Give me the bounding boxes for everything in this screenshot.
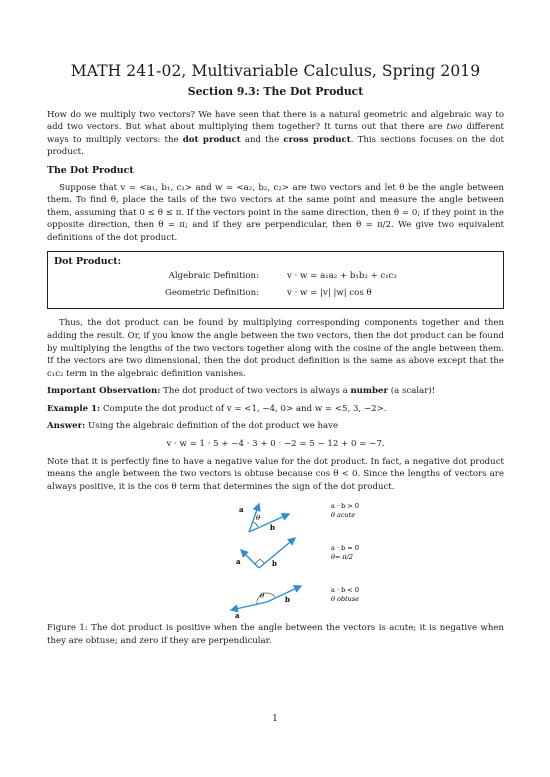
algebraic-equation: v · w = a₁a₂ + b₁b₂ + c₁c₂ — [287, 271, 397, 282]
acute-theta-label: θ acute — [331, 511, 356, 520]
example-paragraph: Example 1: Compute the dot product of v = <1, −4, 0> and w = <5, 3, −2>. — [47, 403, 387, 414]
page-body — [47, 62, 504, 653]
obtuse-theta-label: θ obtuse — [331, 595, 360, 604]
intro-paragraph: How do we multiply two vectors? We have seen that there is a natural geometric and algebraic way to add two vectors. But what about multiplying them together? It turns out that there are two different ways to multiply vectors: the dot product and the cross product. This sections focuses on the dot product. — [47, 109, 505, 158]
geometric-equation: v · w = |v| |w| cos θ — [287, 287, 372, 298]
observation-paragraph: Important Observation: The dot product of two vectors is always a number (a scalar)! — [47, 386, 436, 397]
vector-b-arrow — [259, 538, 295, 568]
section-title: Section 9.3: The Dot Product — [187, 85, 364, 98]
geometric-definition-row — [54, 287, 497, 300]
note-paragraph: Note that it is perfectly fine to have a negative value for the dot product. In fact, a negative dot product means the angle between the two vectors is obtuse because cos θ < 0. Since the lengths of vectors are always positive, it is the cos θ term that determines the sign of the dot product. — [47, 456, 504, 492]
label-a: a — [239, 505, 244, 515]
label-b: b — [270, 523, 275, 533]
page-title: MATH 241-02, Multivariable Calculus, Spring 2019 — [70, 62, 481, 80]
answer-equation: v · w = 1 · 5 + −4 · 3 + 0 · −2 = 5 − 12 + 0 = −7. — [166, 439, 385, 450]
dot-product-paragraph: Suppose that v = <a₁, b₁, c₁> and w = <a₂, b₂, c₂> are two vectors and let θ be the angle between them. To find θ, place the tails of the two vectors at the same point and measure the angle between them, assuming that 0 ≤ θ ≤ π. If the vectors point in the same direction, then θ = 0; if they point in the opposite direction, then θ = π; and if they are perpendicular, then θ = π/2. We give two equivalent definitions of the dot product. — [47, 182, 504, 243]
page-number: 1 — [272, 714, 278, 724]
definition-box — [47, 251, 504, 310]
definition-heading: Dot Product: — [54, 255, 122, 267]
obtuse-case — [231, 586, 359, 618]
answer-paragraph: Answer: Using the algebraic definition of the dot product we have — [47, 421, 339, 432]
obtuse-dot-label: a · b < 0 — [331, 586, 359, 595]
algebraic-definition-row — [54, 270, 497, 283]
perp-dot-label: a · b = 0 — [331, 544, 359, 553]
figure-caption: Figure 1: The dot product is positive when the angle between the vectors is acute; it is negative when they are obtuse; and zero if they are perpendicular. — [47, 623, 504, 647]
acute-dot-label: a · b > 0 — [331, 502, 359, 511]
label-a: a — [235, 611, 240, 619]
label-b: b — [285, 595, 290, 605]
label-theta: θ — [256, 514, 261, 523]
perp-theta-label: θ= π/2 — [331, 553, 354, 562]
perpendicular-case — [236, 538, 359, 568]
label-b: b — [272, 559, 277, 569]
thus-paragraph: Thus, the dot product can be found by multiplying corresponding components together and then adding the result. Or, if you know the angle between the two vectors, then the dot product can be found by multiplying the lengths of the two vectors together along with the cosine of the angle between them. If the vectors are two dimensional, then the dot product definition is the same as above except that the c₁c₂ term in the algebraic definition vanishes. — [47, 318, 504, 379]
acute-case — [239, 502, 359, 532]
label-theta: θ — [260, 592, 265, 601]
vector-a-arrow — [231, 602, 267, 610]
geometric-label: Geometric Definition: — [164, 287, 259, 298]
dot-product-figure — [47, 498, 504, 618]
angle-diagram — [227, 498, 387, 618]
dot-product-heading: The Dot Product — [47, 164, 134, 176]
vector-a-arrow — [241, 550, 259, 568]
algebraic-label: Algebraic Definition: — [168, 271, 259, 282]
label-a: a — [236, 557, 241, 567]
